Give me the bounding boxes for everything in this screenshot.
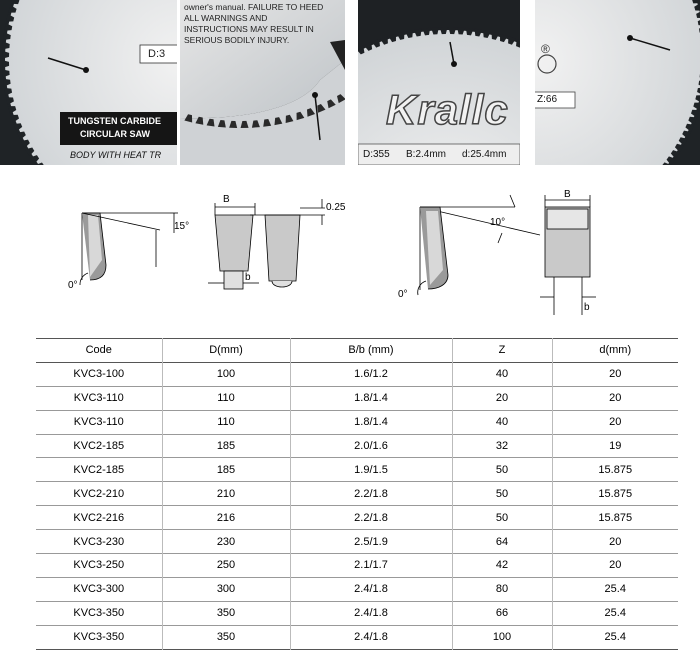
cell-width: 2.2/1.8 <box>290 482 452 506</box>
photo-blade-label <box>0 0 177 165</box>
cell-diameter: 185 <box>162 434 290 458</box>
left-angle-bottom-label: 0° <box>68 280 78 291</box>
cell-diameter: 110 <box>162 410 290 434</box>
cell-diameter: 350 <box>162 601 290 625</box>
table-row <box>36 577 678 601</box>
cell-code: KVC3-100 <box>36 362 162 386</box>
photo-blade-warning <box>180 0 345 165</box>
photo2-warning-line1: owner's manual. FAILURE TO HEED <box>184 2 323 12</box>
column-header-teeth: Z <box>452 339 552 363</box>
table-row <box>36 554 678 578</box>
column-header-diameter: D(mm) <box>162 339 290 363</box>
cell-code: KVC3-350 <box>36 601 162 625</box>
right-b-upper-label: B <box>564 189 571 200</box>
cell-width: 1.8/1.4 <box>290 410 452 434</box>
table-row <box>36 625 678 649</box>
cell-teeth: 100 <box>452 625 552 649</box>
photo-blade-brand <box>358 0 520 165</box>
specification-table <box>36 338 678 650</box>
table-row <box>36 530 678 554</box>
table-row <box>36 434 678 458</box>
cell-teeth: 20 <box>452 386 552 410</box>
cell-bore: 15.875 <box>552 506 678 530</box>
tooth-geometry-diagram-right <box>390 185 610 320</box>
cell-diameter: 210 <box>162 482 290 506</box>
photo4-registered-mark: ® <box>541 42 550 56</box>
cell-teeth: 80 <box>452 577 552 601</box>
table-row <box>36 410 678 434</box>
blade-photo-4 <box>535 0 700 165</box>
left-b-lower-label: b <box>245 272 251 283</box>
photo2-warning-line3: INSTRUCTIONS MAY RESULT IN <box>184 24 314 34</box>
tooth-geometry-diagram-left <box>60 185 360 300</box>
cell-code: KVC2-185 <box>36 458 162 482</box>
cell-bore: 25.4 <box>552 601 678 625</box>
right-b-lower-label: b <box>584 302 590 313</box>
table-row <box>36 601 678 625</box>
cell-width: 1.8/1.4 <box>290 386 452 410</box>
cell-teeth: 50 <box>452 458 552 482</box>
photo3-brand: Krallc <box>386 86 509 134</box>
cell-bore: 20 <box>552 530 678 554</box>
cell-bore: 25.4 <box>552 577 678 601</box>
cell-bore: 20 <box>552 362 678 386</box>
cell-teeth: 42 <box>452 554 552 578</box>
cell-width: 1.6/1.2 <box>290 362 452 386</box>
photo3-spec-diameter: D:355 <box>363 149 390 160</box>
left-offset-label: 0.25 <box>326 202 346 213</box>
column-header-width: B/b (mm) <box>290 339 452 363</box>
table-row <box>36 458 678 482</box>
cell-bore: 19 <box>552 434 678 458</box>
cell-code: KVC3-110 <box>36 410 162 434</box>
cell-diameter: 216 <box>162 506 290 530</box>
photo1-size-label: D:3 <box>148 48 165 60</box>
cell-width: 2.4/1.8 <box>290 577 452 601</box>
cell-bore: 20 <box>552 386 678 410</box>
cell-bore: 25.4 <box>552 625 678 649</box>
photo4-teeth-count: Z:66 <box>537 94 557 105</box>
cell-width: 1.9/1.5 <box>290 458 452 482</box>
table-row <box>36 386 678 410</box>
cell-diameter: 300 <box>162 577 290 601</box>
cell-diameter: 350 <box>162 625 290 649</box>
cell-width: 2.4/1.8 <box>290 601 452 625</box>
photo2-warning-line2: ALL WARNINGS AND <box>184 13 267 23</box>
cell-code: KVC3-110 <box>36 386 162 410</box>
cell-teeth: 50 <box>452 506 552 530</box>
cell-code: KVC3-230 <box>36 530 162 554</box>
cell-diameter: 250 <box>162 554 290 578</box>
cell-diameter: 110 <box>162 386 290 410</box>
cell-code: KVC3-300 <box>36 577 162 601</box>
column-header-bore: d(mm) <box>552 339 678 363</box>
cell-diameter: 230 <box>162 530 290 554</box>
photo1-title-line2: CIRCULAR SAW <box>80 129 150 139</box>
cell-bore: 20 <box>552 554 678 578</box>
cell-teeth: 50 <box>452 482 552 506</box>
cell-bore: 15.875 <box>552 482 678 506</box>
cell-teeth: 66 <box>452 601 552 625</box>
right-angle-bottom-label: 0° <box>398 289 408 300</box>
cell-code: KVC3-250 <box>36 554 162 578</box>
table-row <box>36 506 678 530</box>
cell-teeth: 32 <box>452 434 552 458</box>
cell-diameter: 185 <box>162 458 290 482</box>
cell-code: KVC2-185 <box>36 434 162 458</box>
photo-blade-teeth <box>535 0 700 165</box>
photo1-title-line1: TUNGSTEN CARBIDE <box>68 116 161 126</box>
cell-diameter: 100 <box>162 362 290 386</box>
cell-width: 2.1/1.7 <box>290 554 452 578</box>
photo1-note: BODY WITH HEAT TR <box>70 150 161 160</box>
table-header-row <box>36 339 678 363</box>
cell-width: 2.5/1.9 <box>290 530 452 554</box>
column-header-code: Code <box>36 339 162 363</box>
left-b-upper-label: B <box>223 194 230 205</box>
cell-bore: 20 <box>552 410 678 434</box>
cell-teeth: 40 <box>452 362 552 386</box>
cell-code: KVC3-350 <box>36 625 162 649</box>
right-angle-top-label: 10° <box>490 217 505 228</box>
table-row <box>36 362 678 386</box>
photo3-spec-width: B:2.4mm <box>406 149 446 160</box>
cell-width: 2.2/1.8 <box>290 506 452 530</box>
cell-code: KVC2-216 <box>36 506 162 530</box>
cell-bore: 15.875 <box>552 458 678 482</box>
cell-width: 2.4/1.8 <box>290 625 452 649</box>
photo3-spec-bore: d:25.4mm <box>462 149 506 160</box>
cell-code: KVC2-210 <box>36 482 162 506</box>
cell-teeth: 64 <box>452 530 552 554</box>
cell-teeth: 40 <box>452 410 552 434</box>
photo2-warning-line4: SERIOUS BODILY INJURY. <box>184 35 289 45</box>
cell-width: 2.0/1.6 <box>290 434 452 458</box>
blade-photo-1 <box>0 0 177 165</box>
left-angle-top-label: 15° <box>174 221 189 232</box>
blade-photo-3 <box>358 0 520 165</box>
table-row <box>36 482 678 506</box>
